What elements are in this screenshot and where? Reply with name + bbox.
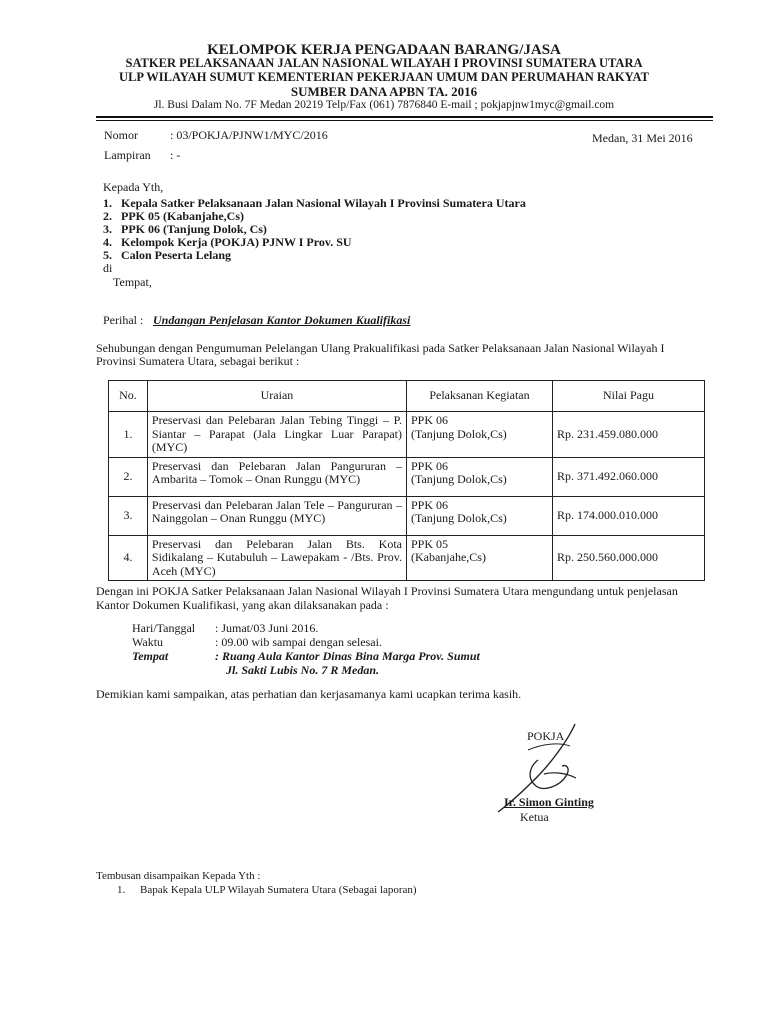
col-header-no: No.	[109, 381, 148, 412]
nomor-value: : 03/POKJA/PJNW1/MYC/2016	[170, 128, 328, 142]
lampiran-value: : -	[170, 148, 181, 162]
schedule-waktu-label: Waktu	[132, 635, 164, 649]
row-nilai-pagu: Rp. 250.560.000.000	[552, 535, 704, 581]
letterhead-sumber-dana: SUMBER DANA APBN TA. 2016	[290, 84, 478, 99]
signature-org: POKJA	[527, 729, 565, 743]
row-number: 1.	[109, 412, 148, 458]
recipient-number: 5.	[103, 248, 112, 262]
schedule-hari-value: : Jumat/03 Juni 2016.	[215, 621, 319, 635]
recipient-number: 4.	[103, 235, 112, 249]
recipient-text: PPK 05 (Kabanjahe,Cs)	[121, 209, 244, 223]
recipient-di: di	[103, 261, 113, 275]
table-row	[109, 412, 705, 458]
col-header-nilai-pagu: Nilai Pagu	[552, 381, 704, 412]
recipient-item	[103, 248, 231, 263]
table-row	[109, 457, 705, 496]
row-nilai-pagu: Rp. 231.459.080.000	[552, 412, 704, 458]
table-header-row	[109, 381, 705, 412]
row-number: 2.	[109, 457, 148, 496]
recipient-text: Kelompok Kerja (POKJA) PJNW I Prov. SU	[121, 235, 352, 249]
cc-text: Bapak Kepala ULP Wilayah Sumatera Utara (Sebagai laporan)	[140, 884, 417, 896]
cc-item	[117, 884, 417, 896]
subject-label: Perihal :	[103, 313, 144, 327]
row-uraian: Preservasi dan Pelebaran Jalan Tele – Pangururan – Nainggolan – Onan Runggu (MYC)	[147, 496, 406, 535]
recipient-text: Kepala Satker Pelaksanaan Jalan Nasional Wilayah I Provinsi Sumatera Utara	[121, 196, 526, 210]
lampiran-label: Lampiran	[104, 148, 151, 162]
invitation-line-1: Dengan ini POKJA Satker Pelaksanaan Jalan Nasional Wilayah I Provinsi Sumatera Utara mengundang untuk penjelasan	[96, 584, 678, 598]
letterhead-address: Jl. Busi Dalam No. 7F Medan 20219 Telp/Fax (061) 7876840 E-mail ; pokjapjnw1myc@gmail.com	[153, 99, 615, 111]
recipient-number: 3.	[103, 222, 112, 236]
row-pelaksana	[406, 457, 552, 496]
row-pelaksana	[406, 412, 552, 458]
recipient-number: 1.	[103, 196, 112, 210]
row-uraian: Preservasi dan Pelebaran Jalan Bts. Kota Sidikalang – Kutabuluh – Lawepakam - /Bts. Prov. Aceh (MYC)	[147, 535, 406, 581]
row-lokasi: (Tanjung Dolok,Cs)	[410, 511, 507, 525]
schedule-hari-label: Hari/Tanggal	[132, 621, 196, 635]
row-lokasi: (Tanjung Dolok,Cs)	[410, 426, 507, 441]
letterhead-satker: SATKER PELAKSANAAN JALAN NASIONAL WILAYAH I PROVINSI SUMATERA UTARA	[125, 56, 643, 70]
row-number: 3.	[109, 496, 148, 535]
place-date: Medan, 31 Mei 2016	[592, 131, 693, 145]
table-row	[109, 535, 705, 581]
row-uraian: Preservasi dan Pelebaran Jalan Tebing Tinggi – P. Siantar – Parapat (Jala Lingkar Luar Parapat) (MYC)	[147, 412, 406, 458]
signatory-name: Ir. Simon Ginting	[504, 795, 594, 809]
row-pelaksana	[406, 496, 552, 535]
greeting: Kepada Yth,	[103, 180, 164, 194]
letterhead-ulp: ULP WILAYAH SUMUT KEMENTERIAN PEKERJAAN UMUM DAN PERUMAHAN RAKYAT	[119, 70, 649, 84]
row-pelaksana	[406, 535, 552, 581]
row-lokasi: (Kabanjahe,Cs)	[410, 550, 486, 564]
schedule-tempat-value: : Ruang Aula Kantor Dinas Bina Marga Prov. Sumut	[215, 649, 480, 663]
row-ppk: PPK 06	[410, 497, 448, 512]
recipient-number: 2.	[103, 209, 112, 223]
col-header-uraian: Uraian	[147, 381, 406, 412]
recipient-text: PPK 06 (Tanjung Dolok, Cs)	[121, 222, 267, 236]
schedule-waktu-value: : 09.00 wib sampai dengan selesai.	[215, 635, 382, 649]
project-table	[108, 380, 705, 581]
schedule-tempat-address: Jl. Sakti Lubis No. 7 R Medan.	[226, 663, 380, 677]
row-ppk: PPK 06	[410, 458, 448, 473]
row-nilai-pagu: Rp. 371.492.060.000	[552, 457, 704, 496]
signatory-title: Ketua	[520, 810, 549, 824]
header-rule-thin	[96, 120, 713, 121]
row-lokasi: (Tanjung Dolok,Cs)	[410, 472, 507, 486]
row-number: 4.	[109, 535, 148, 581]
row-uraian: Preservasi dan Pelebaran Jalan Pangururan – Ambarita – Tomok – Onan Runggu (MYC)	[147, 457, 406, 496]
row-ppk: PPK 06	[410, 413, 448, 427]
letterhead-title: KELOMPOK KERJA PENGADAAN BARANG/JASA	[207, 42, 561, 58]
closing-sentence: Demikian kami sampaikan, atas perhatian dan kerjasamanya kami ucapkan terima kasih.	[96, 687, 522, 701]
recipient-text: Calon Peserta Lelang	[121, 248, 231, 262]
nomor-label: Nomor	[104, 128, 138, 142]
header-rule-thick	[96, 116, 713, 118]
subject-text: Undangan Penjelasan Kantor Dokumen Kualifikasi	[153, 313, 411, 327]
row-nilai-pagu: Rp. 174.000.010.000	[552, 496, 704, 535]
recipient-tempat: Tempat,	[113, 275, 152, 289]
col-header-pelaksana: Pelaksanan Kegiatan	[406, 381, 552, 412]
intro-line-1: Sehubungan dengan Pengumuman Pelelangan Ulang Prakualifikasi pada Satker Pelaksanaan Jalan Nasional Wilayah I	[96, 341, 665, 355]
invitation-line-2: Kantor Dokumen Kualifikasi, yang akan dilaksanakan pada :	[96, 598, 389, 612]
schedule-tempat-label: Tempat	[132, 649, 169, 663]
row-ppk: PPK 05	[410, 536, 448, 551]
table-row	[109, 496, 705, 535]
intro-line-2: Provinsi Sumatera Utara, sebagai berikut :	[96, 354, 300, 368]
cc-label: Tembusan disampaikan Kepada Yth :	[96, 870, 261, 882]
cc-number: 1.	[117, 884, 126, 896]
